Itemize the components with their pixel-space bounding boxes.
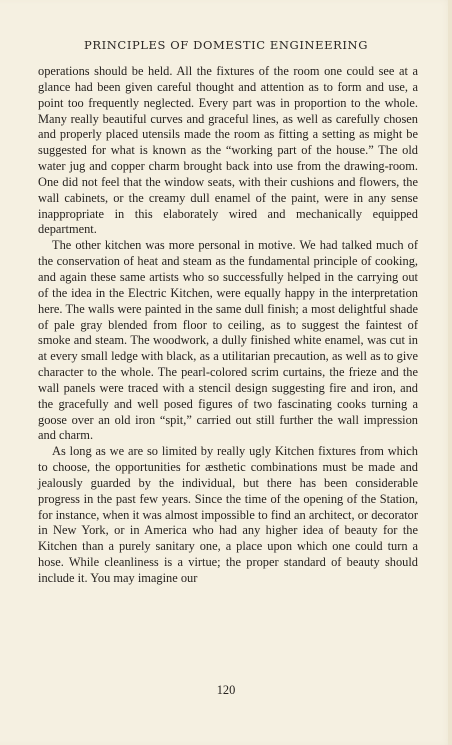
- body-text: [38, 64, 418, 587]
- page-number: 120: [216, 683, 236, 697]
- running-head: PRINCIPLES OF DOMESTIC ENGINEERING: [84, 38, 368, 52]
- paragraph-2: The other kitchen was more personal in motive. We had talked much of the conservation of heat and steam as the fundamental principle of cooking, and again these same artists who so successfully helped in the carrying out of the idea in the Electric Kitchen, were equally happy in the interpretation here. The walls were painted in the same dull finish; a most delightful shade of pale gray blended from floor to ceiling, as to suggest the faintest of smoke and steam. The woodwork, a dully finished white enamel, was cut in at every small ledge with black, as a utilitarian precaution, as well as to give character to the whole. The pearl-colored scrim curtains, the frieze and the wall panels were traced with a stencil design suggesting fire and iron, and the gracefully and well posed figures of two fascinating cooks turning a goose over an old iron “spit,” carried out still further the wall impression and charm.: [38, 238, 418, 443]
- paragraph-3: As long as we are so limited by really ugly Kitchen fixtures from which to choose, the opportunities for æsthetic combinations must be made and jealously guarded by the individual, but there has been considerable progress in the past few years. Since the time of the opening of the Station, for instance, when it was almost impossible to find an architect, or decorator in New York, or in America who had any higher idea of beauty for the Kitchen than a purely sanitary one, a place upon which one could turn a hose. While cleanliness is a virtue; the proper standard of beauty should include it. You may imagine our: [38, 444, 418, 585]
- paragraph-1: operations should be held. All the fixtures of the room one could see at a glance had been given careful thought and attention as to form and use, a point too frequently neglected. Every part was in proportion to the whole. Many really beautiful curves and graceful lines, as well as carefully chosen and properly placed utensils made the room as fitting a setting as might be suggested for what is known as the “working part of the house.” The old water jug and copper charm brought back into use from the drawing-room. One did not feel that the window seats, with their cushions and flowers, the wall cabinets, or the creamy dull enamel of the paint, were in any sense inappropriate in this elaborately wired and mechanically equipped department.: [38, 64, 418, 237]
- page-edge: [448, 0, 452, 745]
